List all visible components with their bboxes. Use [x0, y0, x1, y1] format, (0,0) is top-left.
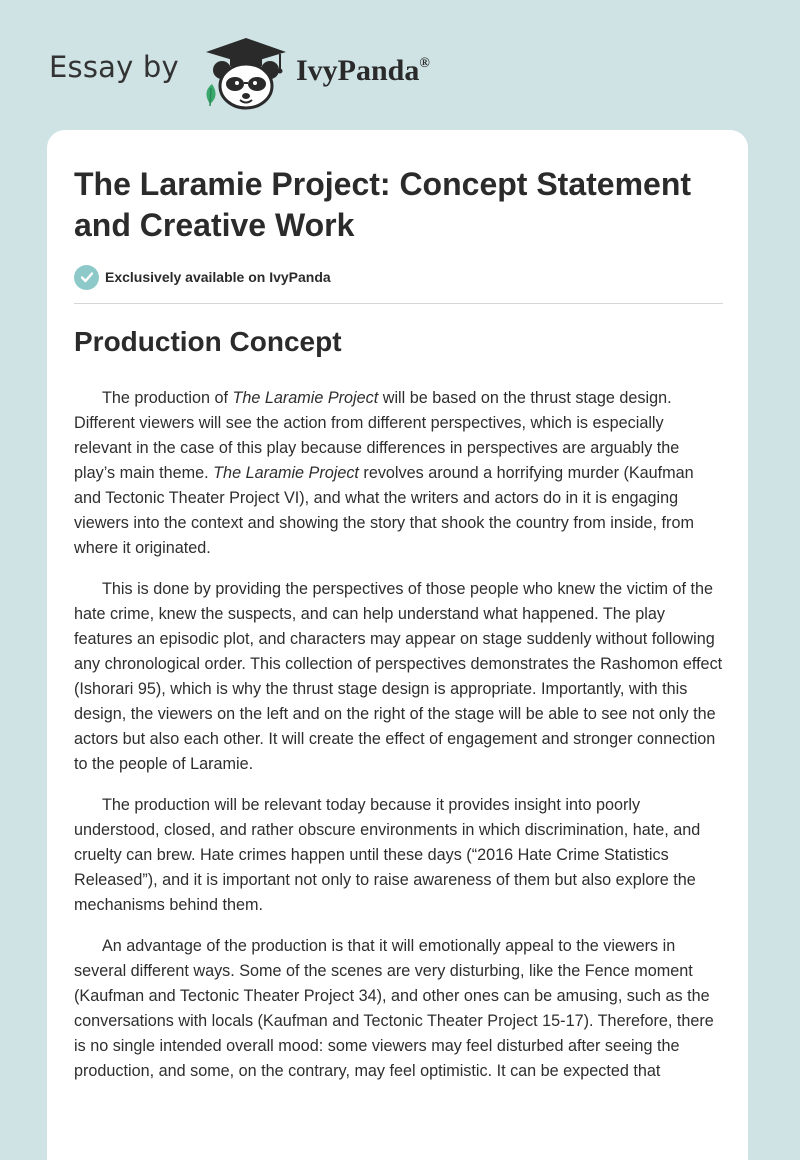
- exclusive-badge-label: Exclusively available on IvyPanda: [105, 269, 331, 285]
- paragraph: The production of The Laramie Project will be based on the thrust stage design. Different viewers will see the action from different perspectives, which is especially relevant in the case of this play because differences in perspectives are arguably the play’s main theme. The Laramie Project revolves around a horrifying murder (Kaufman and Tectonic Theater Project VI), and what the writers and actors do in it is engaging viewers into the context and showing the story that shook the country from inside, from where it originated.: [74, 389, 694, 557]
- essay-by-label: Essay by: [49, 50, 179, 84]
- paragraph: The production will be relevant today because it provides insight into poorly understood, closed, and rather obscure environments in which discrimination, hate, and cruelty can brew. Hate crimes happen until these days (“2016 Hate Crime Statistics Released”), and it is important not only to raise awareness of them but also explore the mechanisms behind them.: [74, 796, 701, 914]
- page-title: The Laramie Project: Concept Statement and Creative Work: [74, 166, 692, 243]
- divider: [74, 303, 723, 304]
- panda-graduate-logo-icon[interactable]: [200, 34, 292, 112]
- check-icon: [74, 265, 99, 290]
- italic-title: The Laramie Project: [232, 389, 379, 407]
- registered-mark: ®: [419, 56, 430, 71]
- paragraph: This is done by providing the perspectives of those people who knew the victim of the hate crime, knew the suspects, and can help understand what happened. The play features an episodic plot, and characters may appear on stage suddenly without following any chronological order. This collection of perspectives demonstrates the Rashomon effect (Ishorari 95), which is why the thrust stage design is appropriate. Importantly, with this design, the viewers on the left and on the right of the stage will be able to see not only the actors but also each other. It will create the effect of engagement and stronger connection to the people of Laramie.: [74, 580, 723, 773]
- article-body: [74, 386, 724, 1100]
- section-heading: Production Concept: [74, 326, 342, 357]
- brand-name[interactable]: IvyPanda®: [296, 54, 430, 87]
- paragraph: An advantage of the production is that it will emotionally appeal to the viewers in several different ways. Some of the scenes are very disturbing, like the Fence moment (Kaufman and Tectonic Theater Project 34), and other ones can be amusing, such as the conversations with locals (Kaufman and Tectonic Theater Project 15-17). Therefore, there is no single intended overall mood: some viewers may feel disturbed after seeing the production, and some, on the contrary, may feel optimistic. It can be expected that: [74, 937, 714, 1080]
- site-header: [0, 0, 800, 130]
- exclusive-badge: [74, 264, 331, 290]
- essay-card: [47, 130, 748, 1160]
- italic-title: The Laramie Project: [213, 464, 359, 482]
